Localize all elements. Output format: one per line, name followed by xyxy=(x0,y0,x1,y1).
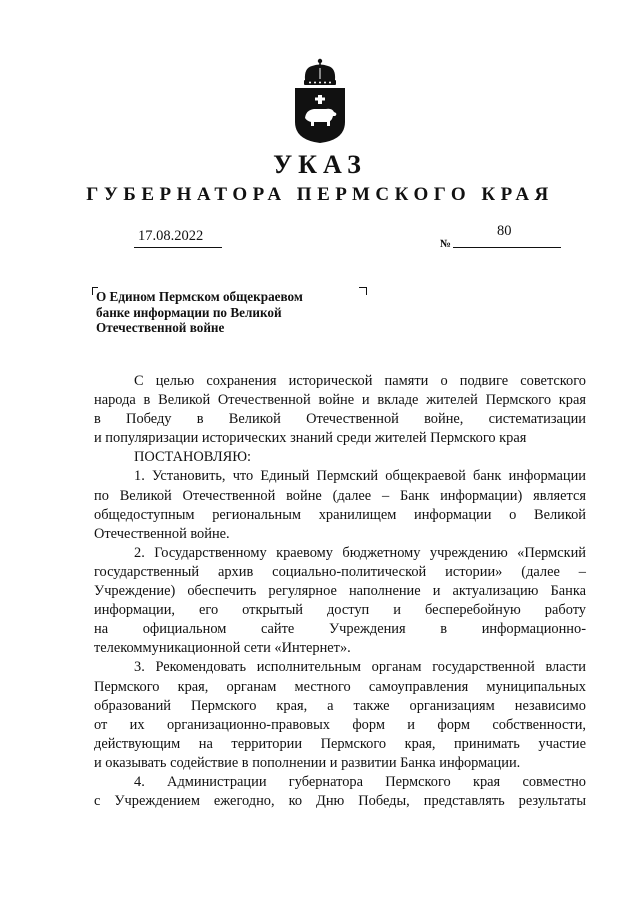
coat-of-arms-icon xyxy=(292,52,348,144)
body-line: Пермского края, органам местного самоуправления муниципальных xyxy=(94,678,586,695)
date-underline xyxy=(134,247,222,248)
subject-bracket-right xyxy=(359,287,367,295)
number-sign: № xyxy=(440,238,452,250)
body-line: С целью сохранения исторической памяти о подвиге советского xyxy=(134,373,586,389)
subject-line: Отечественной войне xyxy=(96,320,225,335)
document-title: УКАЗ xyxy=(273,150,367,179)
body-line: государственный архив социально-политической истории» (далее – xyxy=(94,563,586,580)
body-line: и оказывать содействие в пополнении и развитии Банка информации. xyxy=(94,754,521,771)
body-line: в Победу в Великой Отечественной войне, систематизации xyxy=(94,411,586,428)
body-line: общедоступным региональным хранилищем информации о Великой xyxy=(94,506,586,523)
document-subject xyxy=(96,289,356,336)
document-subtitle: ГУБЕРНАТОРА ПЕРМСКОГО КРАЯ xyxy=(86,184,554,205)
body-line: 3. Рекомендовать исполнительным органам государственной власти xyxy=(134,659,586,676)
body-line: Отечественной войне. xyxy=(94,525,230,542)
body-line: образований Пермского края, а также организациям независимо xyxy=(94,697,586,714)
document-number: 80 xyxy=(497,223,512,239)
body-line: ПОСТАНОВЛЯЮ: xyxy=(134,449,252,466)
body-line: действующим на территории Пермского края, принимать участие xyxy=(94,735,586,752)
subject-line: О Едином Пермском общекраевом xyxy=(96,289,303,304)
body-line: по Великой Отечественной войне (далее – Банк информации) является xyxy=(94,487,586,504)
subject-line: банке информации по Великой xyxy=(96,304,282,320)
body-line: от их организационно-правовых форм и форм собственности, xyxy=(94,716,586,733)
body-line: народа в Великой Отечественной войне и вкладе жителей Пермского края xyxy=(94,392,586,409)
document-date: 17.08.2022 xyxy=(138,228,204,244)
body-line: 1. Установить, что Единый Пермский общекраевой банк информации xyxy=(134,468,586,485)
number-underline xyxy=(453,247,561,248)
body-line: информации, его открытый доступ и бесперебойную работу xyxy=(94,602,586,619)
document-body xyxy=(94,372,586,811)
body-line: Учреждение) обеспечить регулярное наполнение и актуализацию Банка xyxy=(94,583,586,600)
body-line: 2. Государственному краевому бюджетному учреждению «Пермский xyxy=(134,544,586,561)
body-line: с Учреждением ежегодно, ко Дню Победы, представлять результаты xyxy=(94,793,586,810)
body-line: 4. Администрации губернатора Пермского края совместно xyxy=(134,773,586,790)
body-line: телекоммуникационной сети «Интернет». xyxy=(94,640,351,657)
body-line: на официальном сайте Учреждения в информационно- xyxy=(94,621,586,638)
body-line: и популяризации исторических знаний среди жителей Пермского края xyxy=(94,430,527,447)
